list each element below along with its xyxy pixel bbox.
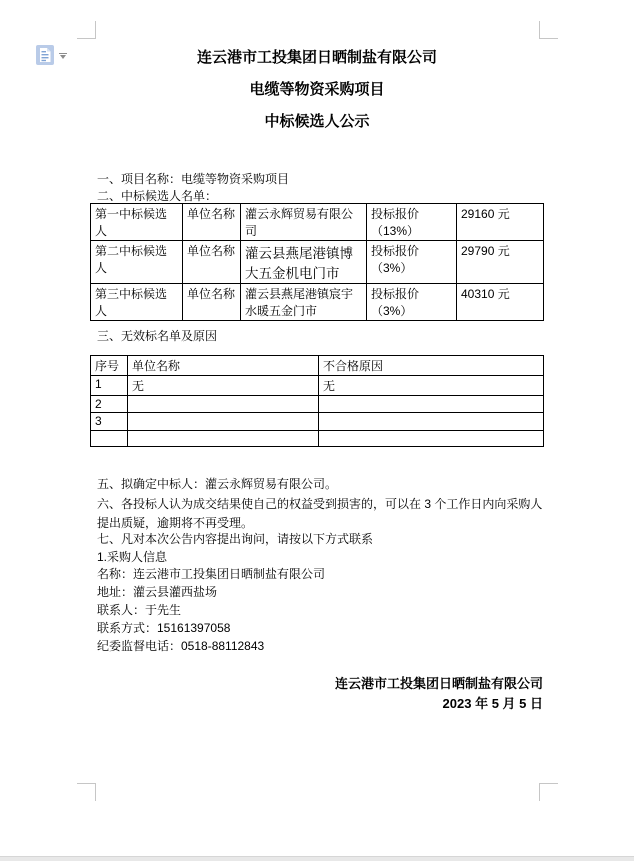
text-boundary-mark-top-right — [539, 21, 558, 39]
table-row — [91, 376, 544, 396]
table-row — [91, 431, 544, 447]
cell-unit: 无 — [128, 376, 319, 396]
price-value: 40310 元 — [457, 284, 544, 321]
purchaser-address: 地址：灌云县灌西盐场 — [97, 585, 218, 599]
text-boundary-mark-bottom-left — [77, 783, 96, 801]
section-inquiry: 七、凡对本次公告内容提出询问，请按以下方式联系 — [97, 532, 374, 546]
candidates-table — [90, 203, 544, 321]
chevron-down-icon — [59, 53, 67, 54]
paste-options-button[interactable] — [36, 44, 72, 66]
text-boundary-mark-bottom-right — [539, 783, 558, 801]
document-title-company: 连云港市工投集团日晒制盐有限公司 — [196, 49, 437, 66]
table-row — [91, 284, 544, 321]
cell-reason — [319, 431, 544, 447]
contact-person: 联系人：于先生 — [97, 603, 182, 617]
price-label: 投标报价（13%） — [367, 204, 457, 241]
table-row — [91, 241, 544, 284]
price-value: 29790 元 — [457, 241, 544, 284]
cell-unit — [128, 396, 319, 413]
purchaser-info-heading: 1.采购人信息 — [97, 550, 168, 564]
cell-index: 2 — [91, 396, 128, 413]
candidate-rank: 第一中标候选人 — [91, 204, 183, 241]
table-row — [91, 413, 544, 431]
contact-phone: 联系方式：15161397058 — [97, 621, 231, 635]
cell-reason — [319, 396, 544, 413]
section-objection-rule: 六、各投标人认为成交结果使自己的权益受到损害的，可以在 3 个工作日内向采购人提出质疑，逾期将不再受理。 — [97, 497, 543, 530]
unit-label: 单位名称 — [183, 241, 241, 284]
cell-index: 3 — [91, 413, 128, 431]
purchaser-name: 名称：连云港市工投集团日晒制盐有限公司 — [97, 567, 326, 581]
col-header-reason: 不合格原因 — [319, 356, 544, 376]
table-header-row — [91, 356, 544, 376]
section-project-name: 一、项目名称：电缆等物资采购项目 — [97, 172, 290, 186]
window-bottom-edge — [0, 856, 634, 861]
paste-icon — [36, 45, 54, 65]
candidate-rank: 第三中标候选人 — [91, 284, 183, 321]
section-invalid-bids-heading: 三、无效标名单及原因 — [97, 329, 218, 343]
price-label: 投标报价（3%） — [367, 241, 457, 284]
signature-date: 2023 年 5 月 5 日 — [442, 695, 543, 711]
cell-unit — [128, 431, 319, 447]
invalid-bids-table — [90, 355, 544, 447]
cell-reason — [319, 413, 544, 431]
candidate-company: 灌云县燕尾港镇宸宇水暖五金门市 — [241, 284, 367, 321]
unit-label: 单位名称 — [183, 284, 241, 321]
table-row — [91, 204, 544, 241]
signature-company: 连云港市工投集团日晒制盐有限公司 — [334, 676, 543, 691]
section-winner: 五、拟确定中标人：灌云永辉贸易有限公司。 — [97, 477, 338, 491]
candidate-rank: 第二中标候选人 — [91, 241, 183, 284]
cell-index: 1 — [91, 376, 128, 396]
cell-unit — [128, 413, 319, 431]
section-candidates-heading: 二、中标候选人名单： — [97, 189, 218, 203]
document-title-announcement: 中标候选人公示 — [264, 113, 370, 130]
cell-reason: 无 — [319, 376, 544, 396]
unit-label: 单位名称 — [183, 204, 241, 241]
candidate-company: 灌云县燕尾港镇博大五金机电门市 — [241, 241, 367, 284]
document-title-project: 电缆等物资采购项目 — [249, 81, 385, 98]
text-boundary-mark-top-left — [77, 21, 96, 39]
col-header-unit: 单位名称 — [128, 356, 319, 376]
table-row — [91, 396, 544, 413]
candidate-company: 灌云永辉贸易有限公司 — [241, 204, 367, 241]
price-label: 投标报价（3%） — [367, 284, 457, 321]
supervision-phone: 纪委监督电话：0518-88112843 — [97, 639, 265, 653]
signature-block — [335, 674, 543, 713]
col-header-index: 序号 — [91, 356, 128, 376]
cell-index — [91, 431, 128, 447]
price-value: 29160 元 — [457, 204, 544, 241]
